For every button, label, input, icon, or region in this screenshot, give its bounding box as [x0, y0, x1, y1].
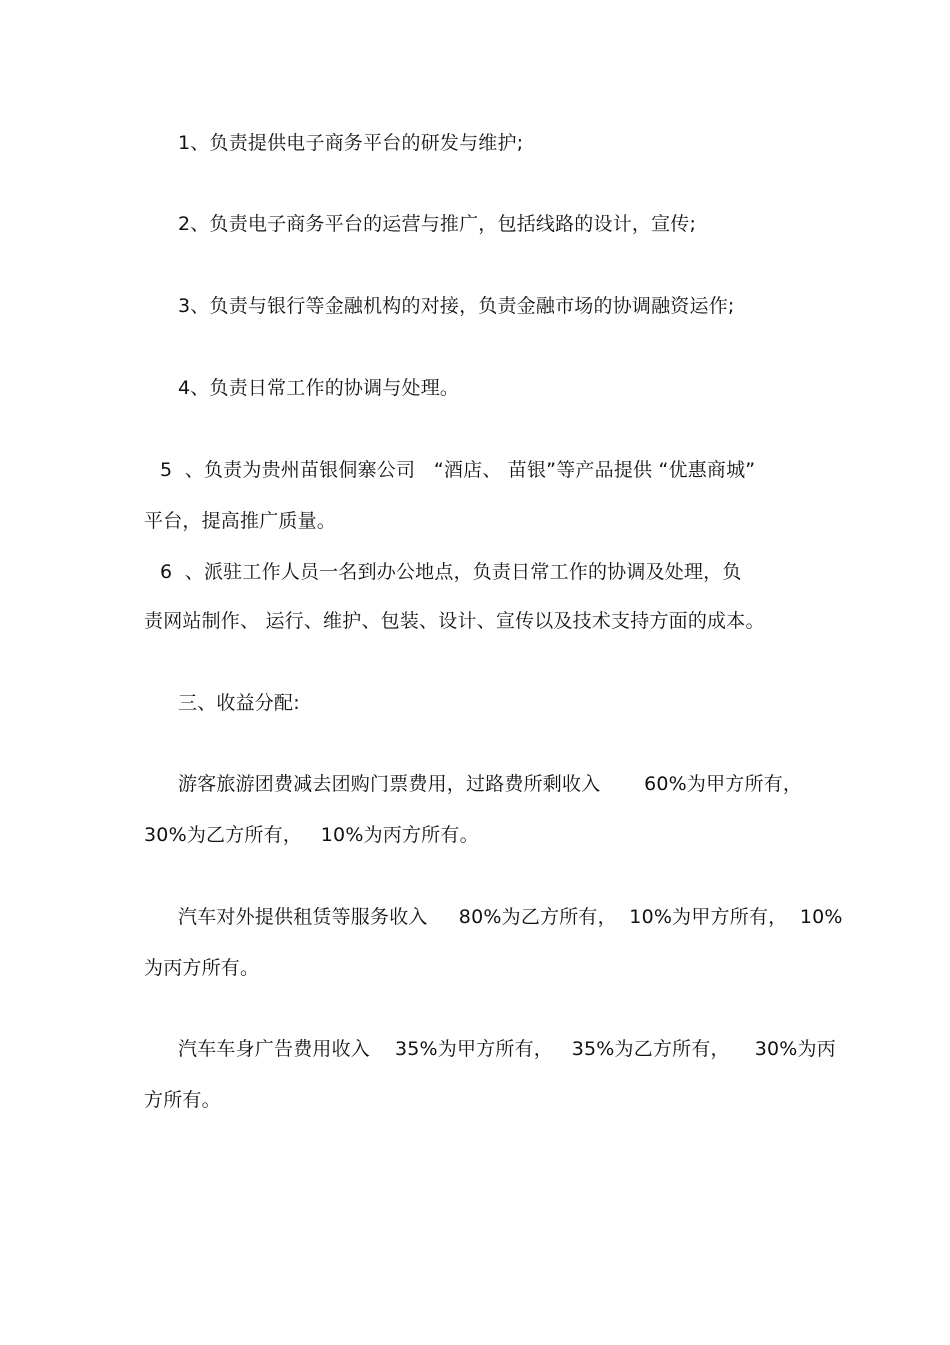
duty-item-3: 3、负责与银行等金融机构的对接，负责金融市场的协调融资运作; [178, 295, 735, 317]
duty-item-5-line-2: 平台，提高推广质量。 [144, 510, 337, 532]
section-title: 三、收益分配: [178, 692, 300, 714]
revenue-item-2-line-2: 为丙方所有。 [144, 957, 260, 979]
revenue-item-3-line-1: 汽车车身广告费用收入 35%为甲方所有， 35%为乙方所有， 30%为丙 [178, 1038, 836, 1060]
duty-item-6-line-1: 6 、派驻工作人员一名到办公地点，负责日常工作的协调及处理，负 [160, 561, 742, 583]
revenue-item-1-line-2: 30%为乙方所有， 10%为丙方所有。 [144, 824, 479, 846]
revenue-item-2-line-1: 汽车对外提供租赁等服务收入 80%为乙方所有， 10%为甲方所有， 10% [178, 906, 843, 928]
revenue-item-1-line-1: 游客旅游团费减去团购门票费用，过路费所剩收入 60%为甲方所有， [178, 773, 803, 795]
duty-item-4: 4、负责日常工作的协调与处理。 [178, 377, 460, 399]
revenue-item-3-line-2: 方所有。 [144, 1089, 221, 1111]
duty-item-1: 1、负责提供电子商务平台的研发与维护; [178, 132, 524, 154]
duty-item-2: 2、负责电子商务平台的运营与推广，包括线路的设计，宣传; [178, 213, 697, 235]
duty-item-6-line-2: 责网站制作、 运行、维护、包装、设计、宣传以及技术支持方面的成本。 [144, 610, 765, 632]
duty-item-5-line-1: 5 、负责为贵州苗银侗寨公司 “酒店、 苗银”等产品提供 “优惠商城” [160, 459, 756, 481]
